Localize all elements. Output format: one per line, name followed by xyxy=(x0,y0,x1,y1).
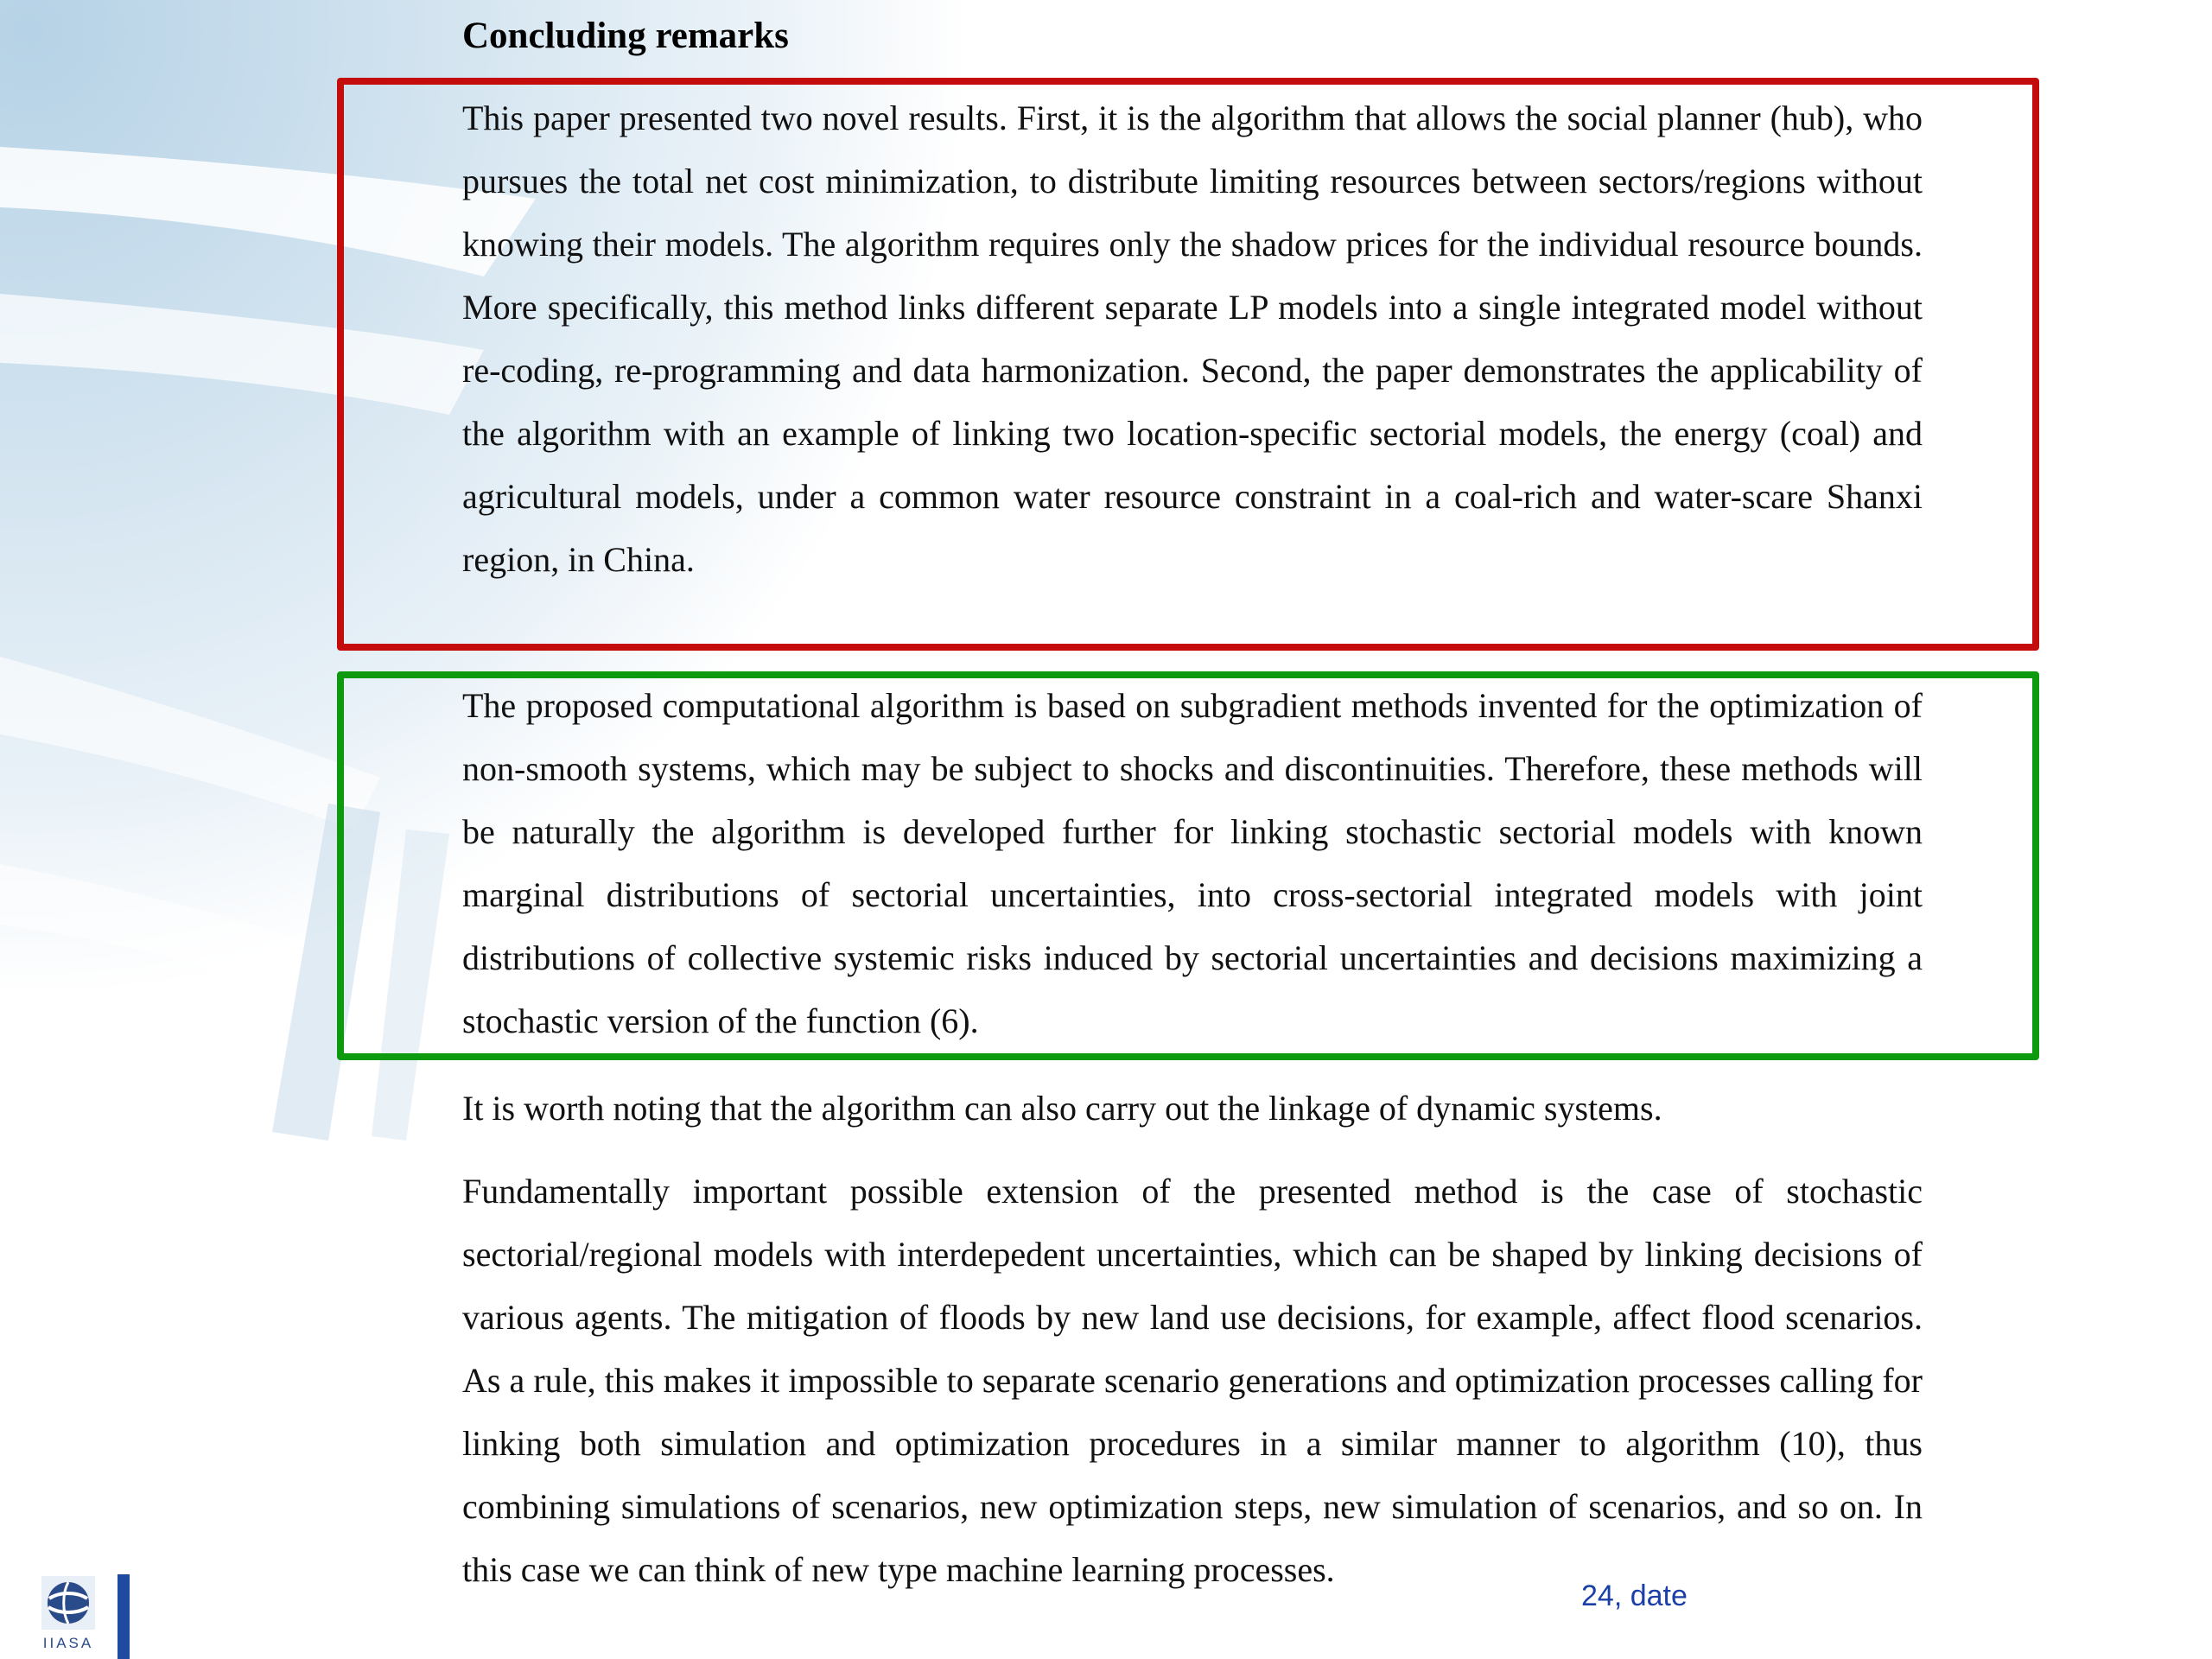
globe-icon xyxy=(38,1573,99,1633)
logo-bar xyxy=(118,1574,130,1659)
paragraph-results: This paper presented two novel results. First, it is the algorithm that allows the social planner (hub), who pursues the total net cost minimization, to distribute limiting resources between sectors/regions without knowing their models. The algorithm requires only the shadow prices for the individual resource bounds. More specifically, this method links different separate LP models into a single integrated model without re-coding, re-programming and data harmonization. Second, the paper demonstrates the applicability of the algorithm with an example of linking two location-specific sectorial models, the energy (coal) and agricultural models, under a common water resource constraint in a coal-rich and water-scare Shanxi region, in China. xyxy=(462,99,1923,579)
paragraph-extension: Fundamentally important possible extension of the presented method is the case of stochastic sectorial/regional models with interdepedent uncertainties, which can be shaped by linking decisions of various agents. The mitigation of floods by new land use decisions, for example, affect flood scenarios. As a rule, this makes it impossible to separate scenario generations and optimization processes calling for linking both simulation and optimization procedures in a similar manner to algorithm (10), thus combining simulations of scenarios, new optimization steps, new simulation of scenarios, and so on. In this case we can think of new type machine learning processes. xyxy=(462,1172,1923,1589)
paragraph-dynamic-systems: It is worth noting that the algorithm can also carry out the linkage of dynamic systems. xyxy=(462,1089,1662,1128)
iiasa-logo xyxy=(38,1573,99,1655)
paragraph-algorithm: The proposed computational algorithm is based on subgradient methods invented for the optimization of non-smooth systems, which may be subject to shocks and discontinuities. Therefore, these methods will be naturally the algorithm is developed further for linking stochastic sectorial models with known marginal distributions of sectorial uncertainties, into cross-sectorial integrated models with joint distributions of collective systemic risks induced by sectorial uncertainties and decisions maximizing a stochastic version of the function (6). xyxy=(462,686,1923,1040)
slide-title: Concluding remarks xyxy=(462,16,789,56)
logo-text: IIASA xyxy=(42,1635,94,1651)
page-number: 24, date xyxy=(1581,1580,1688,1612)
